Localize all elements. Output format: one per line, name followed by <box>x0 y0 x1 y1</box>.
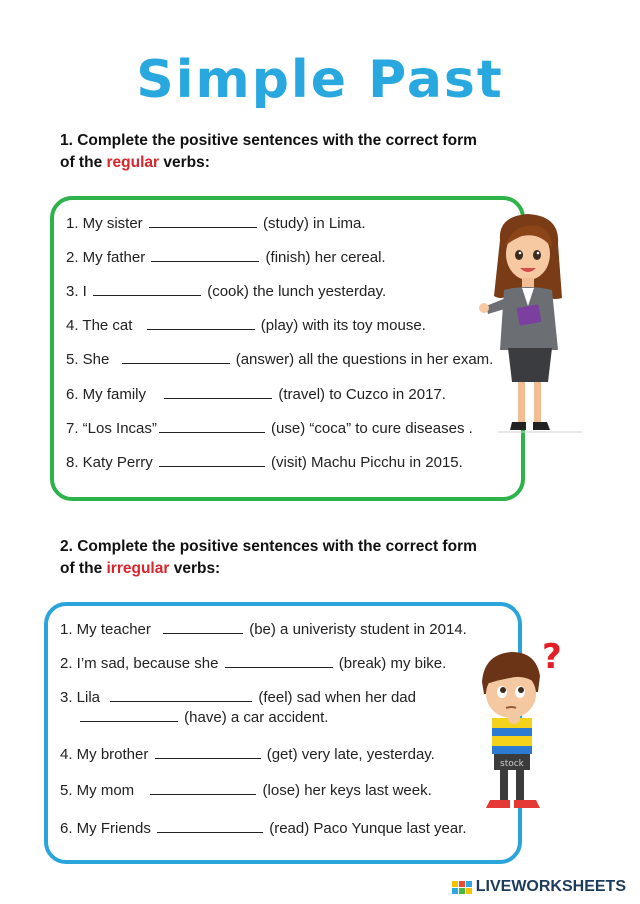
answer-blank[interactable] <box>225 653 333 668</box>
section1-instructions <box>60 130 477 174</box>
section2-instructions <box>60 536 477 580</box>
s2-item-3: 3. Lila (feel) sad when her dad <box>60 689 416 706</box>
s2-item-5: 5. My mom (lose) her keys last week. <box>60 782 432 799</box>
answer-blank[interactable] <box>149 213 257 228</box>
stock-watermark: stock <box>500 759 524 769</box>
answer-blank[interactable] <box>151 247 259 262</box>
liveworksheets-logo-icon <box>452 881 472 894</box>
s2-item-2: 2. I’m sad, because she (break) my bike. <box>60 655 447 672</box>
section2-instr-line1: 2. Complete the positive sentences with the correct form <box>60 538 477 555</box>
answer-blank[interactable] <box>163 619 243 634</box>
s2-item-4: 4. My brother (get) very late, yesterday. <box>60 746 435 763</box>
answer-blank[interactable] <box>159 452 265 467</box>
answer-blank[interactable] <box>80 707 178 722</box>
answer-blank[interactable] <box>150 780 256 795</box>
answer-blank[interactable] <box>147 315 255 330</box>
s2-item-3-cont: (have) a car accident. <box>78 707 328 726</box>
page-title: Simple Past <box>136 50 504 110</box>
section1-instr-line2: of the regular verbs: <box>60 154 210 171</box>
irregular-keyword: irregular <box>106 560 170 577</box>
answer-blank[interactable] <box>110 687 252 702</box>
s1-item-1: 1. My sister (study) in Lima. <box>66 215 366 232</box>
s1-item-4: 4. The cat (play) with its toy mouse. <box>66 317 426 334</box>
thinking-boy-illustration <box>474 636 580 822</box>
s2-item-6: 6. My Friends (read) Paco Yunque last year. <box>60 820 467 837</box>
answer-blank[interactable] <box>157 818 263 833</box>
s1-item-3: 3. I (cook) the lunch yesterday. <box>66 283 387 300</box>
section1-instr-line1: 1. Complete the positive sentences with the correct form <box>60 132 477 149</box>
answer-blank[interactable] <box>155 744 261 759</box>
question-mark-icon: ? <box>542 637 562 677</box>
s1-item-6: 6. My family (travel) to Cuzco in 2017. <box>66 386 446 403</box>
s1-item-5: 5. She (answer) all the questions in her exam. <box>66 351 494 368</box>
section2-instr-line2: of the irregular verbs: <box>60 560 221 577</box>
answer-blank[interactable] <box>164 384 272 399</box>
brand-name[interactable]: LIVEWORKSHEETS <box>475 878 626 895</box>
s1-item-8: 8. Katy Perry (visit) Machu Picchu in 2015. <box>66 454 463 471</box>
answer-blank[interactable] <box>93 281 201 296</box>
answer-blank[interactable] <box>122 349 230 364</box>
s1-item-2: 2. My father (finish) her cereal. <box>66 249 386 266</box>
answer-blank[interactable] <box>159 418 265 433</box>
teacher-illustration <box>478 210 582 438</box>
s2-item-1: 1. My teacher (be) a univeristy student in 2014. <box>60 621 467 638</box>
s1-item-7: 7. “Los Incas” (use) “coca” to cure diseases . <box>66 420 473 437</box>
liveworksheets-footer <box>452 878 626 896</box>
regular-keyword: regular <box>106 154 160 171</box>
